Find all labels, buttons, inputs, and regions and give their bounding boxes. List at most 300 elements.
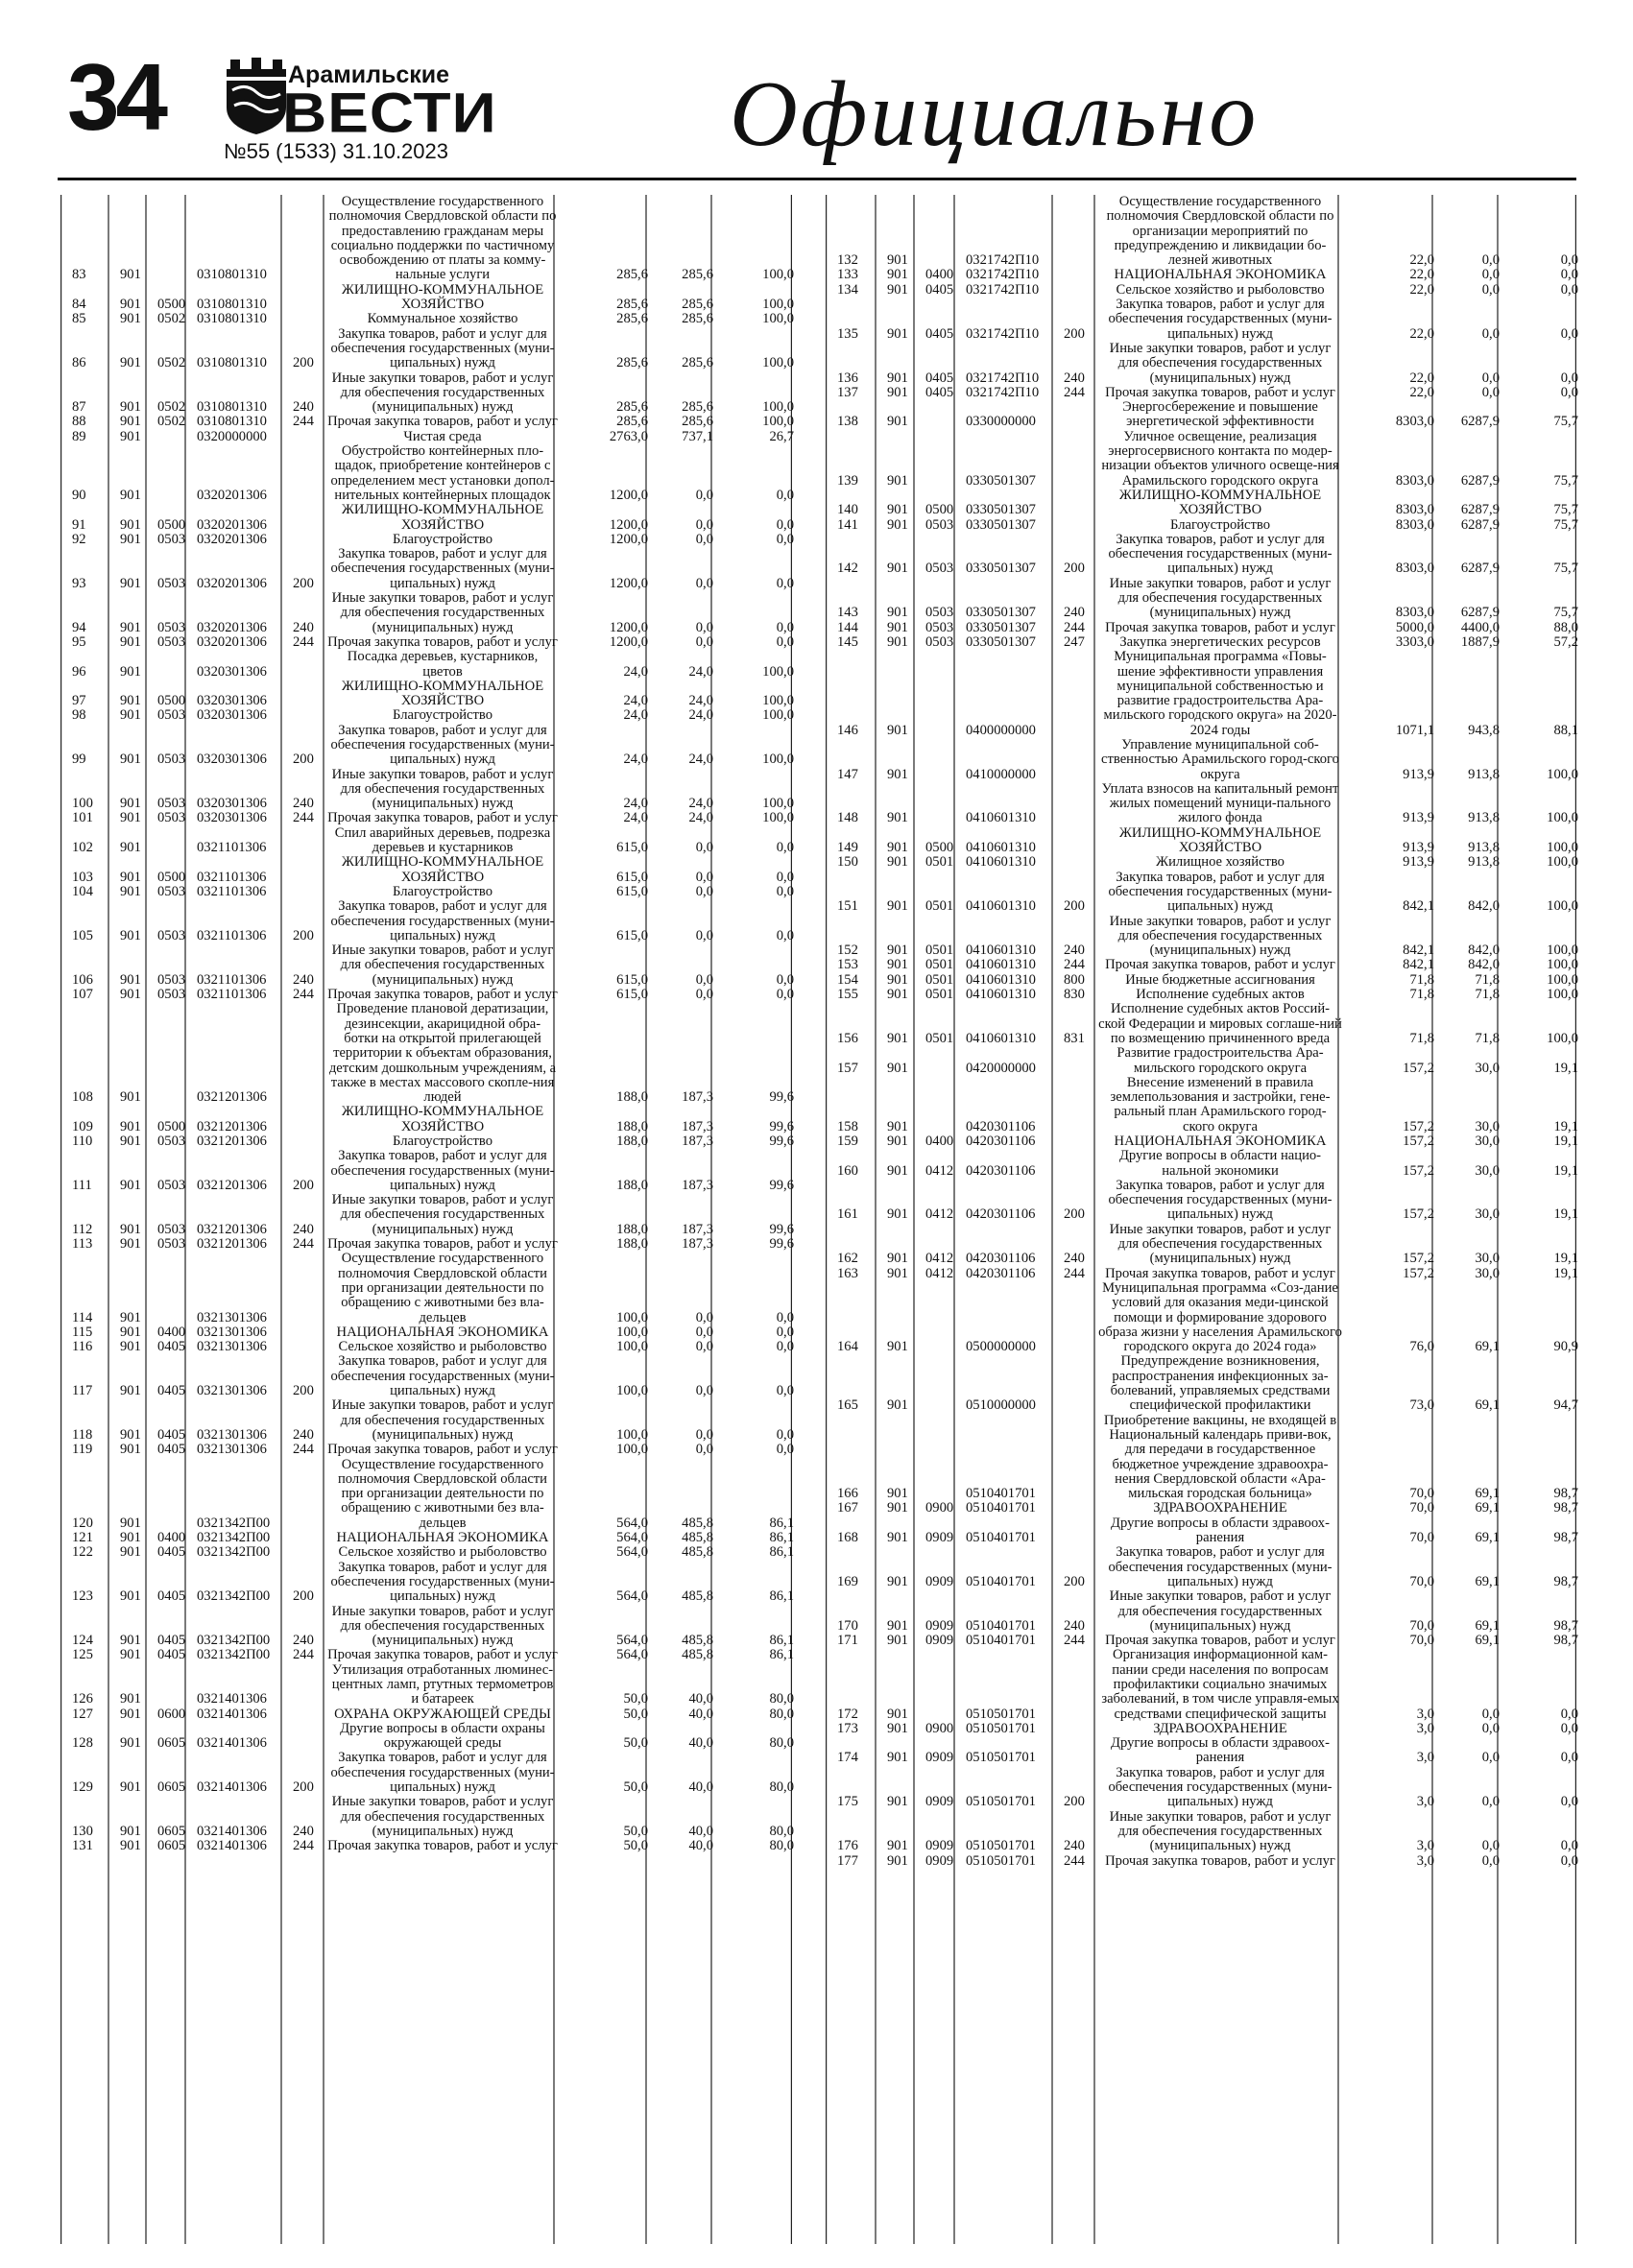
actual-amount: 69,1 [1475,1574,1500,1589]
row-description: НАЦИОНАЛЬНАЯ ЭКОНОМИКА [336,1324,549,1340]
row-description: ЖИЛИЩНО-КОММУНАЛЬНОЕ ХОЗЯЙСТВО [341,281,544,313]
target-code: 0310801310 [197,298,267,313]
planned-amount: 50,0 [623,1707,648,1722]
execution-percent: 100,0 [1547,958,1578,973]
actual-amount: 0,0 [1481,1707,1500,1722]
row-description: Развитие градостроительства Ара-мильского городского округа [1117,1045,1324,1076]
row-description: Закупка товаров, работ и услуг для обеспечения государственных (муни-ципальных) нужд [330,1148,555,1193]
actual-amount: 0,0 [1481,282,1500,298]
planned-amount: 71,8 [1409,988,1434,1003]
execution-percent: 19,1 [1553,1252,1578,1267]
execution-percent: 0,0 [776,870,794,885]
section-code: 0503 [157,972,185,988]
admin-code: 901 [887,473,908,489]
target-code: 0321201306 [197,1119,267,1134]
section-code: 0501 [925,972,954,988]
row-number: 115 [72,1325,93,1340]
section-code: 0503 [157,634,185,650]
table-row [60,444,792,503]
row-number: 161 [837,1207,858,1223]
planned-amount: 71,8 [1409,972,1434,988]
expense-type-code: 240 [1064,943,1085,959]
actual-amount: 6287,9 [1460,473,1500,489]
row-number: 84 [72,298,86,313]
admin-code: 901 [120,517,141,533]
actual-amount: 24,0 [688,694,713,709]
row-description: Сельское хозяйство и рыболовство [338,1339,547,1355]
admin-code: 901 [120,811,141,826]
section-title: Официально [730,62,1260,166]
target-code: 0321101306 [197,928,267,943]
actual-amount: 30,0 [1475,1061,1500,1076]
row-number: 112 [72,1222,93,1237]
row-number: 114 [72,1310,93,1325]
execution-percent: 57,2 [1553,634,1578,650]
row-description: ЖИЛИЩНО-КОММУНАЛЬНОЕ ХОЗЯЙСТВО [1118,487,1322,518]
target-code: 0320000000 [197,429,267,444]
section-code: 0502 [157,356,185,371]
section-code: 0503 [157,576,185,591]
execution-percent: 80,0 [769,1824,794,1839]
section-code: 0605 [157,1839,185,1854]
row-description: Закупка товаров, работ и услуг для обеспечения государственных (муни-ципальных) нужд [330,1353,555,1399]
admin-code: 901 [120,1839,141,1854]
section-code: 0405 [157,1545,185,1561]
page-header [0,0,1633,188]
expense-type-code: 200 [293,752,314,768]
table-row [826,1516,1576,1546]
row-description: Предупреждение возникновения, распространения инфекционных за-болеваний, управляемых средствами специфической профилактики [1110,1353,1331,1414]
actual-amount: 0,0 [695,1443,713,1458]
row-number: 100 [72,797,93,812]
row-number: 160 [837,1163,858,1179]
admin-code: 901 [120,841,141,856]
admin-code: 901 [887,326,908,342]
planned-amount: 615,0 [616,972,648,988]
budget-table-left [60,195,792,2244]
planned-amount: 564,0 [616,1589,648,1605]
row-description: Жилищное хозяйство [1156,854,1285,871]
table-row [826,1722,1576,1736]
row-number: 137 [837,385,858,400]
admin-code: 901 [887,1795,908,1810]
execution-percent: 100,0 [762,752,794,768]
section-code: 0500 [157,870,185,885]
expense-type-code: 200 [293,1780,314,1796]
row-description: Закупка товаров, работ и услуг для обеспечения государственных (муни-ципальных) нужд [330,546,555,591]
execution-percent: 0,0 [776,928,794,943]
row-number: 171 [837,1634,858,1649]
target-code: 0420301106 [966,1207,1036,1223]
expense-type-code: 240 [1064,606,1085,621]
target-code: 0321342П00 [197,1545,271,1561]
execution-percent: 0,0 [776,988,794,1003]
expense-type-code: 200 [293,1589,314,1605]
actual-amount: 0,0 [695,928,713,943]
section-code: 0503 [157,1222,185,1237]
execution-percent: 19,1 [1553,1163,1578,1179]
row-number: 176 [837,1839,858,1854]
table-row [60,1707,792,1722]
planned-amount: 1200,0 [609,517,648,533]
expense-type-code: 240 [293,1427,314,1443]
target-code: 0321301306 [197,1310,267,1325]
row-number: 129 [72,1780,93,1796]
target-code: 0510401701 [966,1487,1036,1502]
table-row [826,518,1576,533]
budget-table-right [826,195,1576,2244]
target-code: 0320201306 [197,576,267,591]
section-code: 0503 [925,620,954,635]
row-number: 167 [837,1501,858,1516]
actual-amount: 0,0 [1481,326,1500,342]
table-row [60,415,792,429]
row-description: Закупка товаров, работ и услуг для обеспечения государственных (муни-ципальных) нужд [330,325,555,371]
expense-type-code: 244 [1064,620,1085,635]
admin-code: 901 [887,1266,908,1281]
row-description: ЗДРАВООХРАНЕНИЕ [1153,1720,1287,1736]
target-code: 0410601310 [966,988,1036,1003]
target-code: 0321401306 [197,1736,267,1752]
table-row [826,489,1576,518]
admin-code: 901 [887,415,908,430]
section-code: 0909 [925,1795,954,1810]
actual-amount: 30,0 [1475,1119,1500,1134]
row-number: 164 [837,1340,858,1355]
planned-amount: 1200,0 [609,532,648,547]
actual-amount: 69,1 [1475,1398,1500,1414]
planned-amount: 22,0 [1409,370,1434,386]
target-code: 0320301306 [197,708,267,724]
planned-amount: 3,0 [1416,1721,1434,1736]
target-code: 0320201306 [197,532,267,547]
row-number: 151 [837,899,858,915]
row-number: 134 [837,282,858,298]
row-description: Иные закупки товаров, работ и услуг для обеспечения государственных (муниципальных) нужд [331,766,554,812]
table-row [826,1854,1576,1869]
execution-percent: 0,0 [776,576,794,591]
admin-code: 901 [120,1178,141,1193]
actual-amount: 0,0 [695,870,713,885]
admin-code: 901 [887,634,908,650]
execution-percent: 0,0 [1560,1839,1578,1854]
execution-percent: 99,6 [769,1090,794,1106]
actual-amount: 69,1 [1475,1618,1500,1634]
table-row [60,503,792,533]
execution-percent: 98,7 [1553,1574,1578,1589]
actual-amount: 842,0 [1468,943,1500,959]
table-row [60,1839,792,1853]
table-row [826,1149,1576,1179]
target-code: 0320201306 [197,488,267,503]
table-row [826,958,1576,972]
target-code: 0320201306 [197,517,267,533]
row-number: 111 [72,1178,92,1193]
admin-code: 901 [120,884,141,899]
table-row [60,371,792,416]
execution-percent: 94,7 [1553,1398,1578,1414]
issue-info: №55 (1533) 31.10.2023 [224,139,448,163]
row-description: Другие вопросы в области охраны окружающей среды [340,1720,545,1752]
expense-type-code: 240 [293,1222,314,1237]
row-number: 104 [72,884,93,899]
row-number: 125 [72,1648,93,1663]
row-description: Закупка энергетических ресурсов [1119,633,1321,650]
row-description: ЖИЛИЩНО-КОММУНАЛЬНОЕ ХОЗЯЙСТВО [341,502,544,533]
row-description: Благоустройство [393,883,492,899]
planned-amount: 157,2 [1403,1163,1434,1179]
planned-amount: 615,0 [616,884,648,899]
execution-percent: 100,0 [762,664,794,680]
actual-amount: 40,0 [688,1839,713,1854]
execution-percent: 100,0 [1547,943,1578,959]
execution-percent: 75,7 [1553,517,1578,533]
expense-type-code: 200 [1064,1207,1085,1223]
row-number: 99 [72,752,86,768]
row-description: Прочая закупка товаров, работ и услуг [1105,384,1335,400]
row-number: 162 [837,1252,858,1267]
execution-percent: 100,0 [762,298,794,313]
target-code: 0510401701 [966,1634,1036,1649]
actual-amount: 913,8 [1468,811,1500,826]
table-row [60,1751,792,1795]
row-description: Проведение плановой дератизации, дезинсекции, акарицидной обра-ботки на открытой прилегающей территории к объектам образования, детским дошкольным учреждениям, а также в местах массового скопле-ния людей [328,1001,557,1106]
row-description: Благоустройство [1170,516,1270,533]
admin-code: 901 [120,1780,141,1796]
table-row [60,708,792,723]
row-description: Другие вопросы в области здравоох-ранения [1111,1735,1330,1766]
table-row [826,533,1576,577]
target-code: 0410601310 [966,855,1036,871]
target-code: 0400000000 [966,723,1036,738]
admin-code: 901 [887,1501,908,1516]
admin-code: 901 [120,1545,141,1561]
execution-percent: 100,0 [1547,972,1578,988]
planned-amount: 22,0 [1409,385,1434,400]
row-description: Закупка товаров, работ и услуг для обеспечения государственных (муни-ципальных) нужд [330,722,555,768]
expense-type-code: 831 [1064,1031,1085,1046]
planned-amount: 100,0 [616,1427,648,1443]
execution-percent: 0,0 [1560,326,1578,342]
admin-code: 901 [120,634,141,650]
section-code: 0500 [925,841,954,856]
actual-amount: 40,0 [688,1692,713,1707]
section-code: 0605 [157,1736,185,1752]
section-code: 0500 [157,517,185,533]
table-row [826,738,1576,782]
actual-amount: 842,0 [1468,899,1500,915]
expense-type-code: 830 [1064,988,1085,1003]
expense-type-code: 240 [293,972,314,988]
actual-amount: 0,0 [1481,268,1500,283]
row-description: Другие вопросы в области здравоох-ранения [1111,1515,1330,1546]
execution-percent: 100,0 [1547,841,1578,856]
table-row [60,826,792,856]
admin-code: 901 [120,488,141,503]
planned-amount: 157,2 [1403,1266,1434,1281]
expense-type-code: 244 [293,1839,314,1854]
admin-code: 901 [120,870,141,885]
planned-amount: 564,0 [616,1648,648,1663]
planned-amount: 615,0 [616,928,648,943]
row-number: 95 [72,634,86,650]
table-row [826,621,1576,635]
admin-code: 901 [887,517,908,533]
planned-amount: 24,0 [623,797,648,812]
target-code: 0321742П10 [966,268,1040,283]
admin-code: 901 [120,312,141,327]
admin-code: 901 [120,1648,141,1663]
section-code: 0503 [157,988,185,1003]
section-code: 0412 [925,1252,954,1267]
admin-code: 901 [887,1574,908,1589]
execution-percent: 0,0 [1560,370,1578,386]
row-description: Прочая закупка товаров, работ и услуг [327,1838,558,1854]
execution-percent: 0,0 [776,1443,794,1458]
row-description: Прочая закупка товаров, работ и услуг [1105,1852,1335,1869]
execution-percent: 0,0 [1560,253,1578,269]
actual-amount: 24,0 [688,811,713,826]
section-code: 0909 [925,1751,954,1766]
admin-code: 901 [887,1061,908,1076]
actual-amount: 485,8 [682,1648,713,1663]
section-code: 0503 [157,752,185,768]
admin-code: 901 [887,841,908,856]
table-row [826,1766,1576,1810]
actual-amount: 485,8 [682,1589,713,1605]
section-code: 0501 [925,899,954,915]
row-number: 172 [837,1707,858,1722]
actual-amount: 285,6 [682,298,713,313]
section-code: 0503 [157,532,185,547]
brand-name-big: ВЕСТИ [282,81,497,145]
planned-amount: 157,2 [1403,1119,1434,1134]
section-code: 0909 [925,1531,954,1546]
target-code: 0321342П00 [197,1634,271,1649]
row-number: 127 [72,1707,93,1722]
row-description: ЖИЛИЩНО-КОММУНАЛЬНОЕ ХОЗЯЙСТВО [341,1104,544,1134]
target-code: 0321742П10 [966,385,1040,400]
target-code: 0321201306 [197,1134,267,1149]
row-description: Иные закупки товаров, работ и услуг для обеспечения государственных (муниципальных) нужд [331,1603,554,1649]
row-number: 91 [72,517,86,533]
expense-type-code: 240 [1064,1839,1085,1854]
actual-amount: 71,8 [1475,972,1500,988]
actual-amount: 485,8 [682,1634,713,1649]
admin-code: 901 [120,752,141,768]
actual-amount: 40,0 [688,1736,713,1752]
row-description: Спил аварийных деревьев, подрезка деревьев и кустарников [334,824,551,856]
row-number: 96 [72,664,86,680]
execution-percent: 0,0 [776,1340,794,1355]
execution-percent: 86,1 [769,1516,794,1531]
section-code: 0405 [157,1384,185,1399]
admin-code: 901 [887,282,908,298]
table-row [60,1134,792,1149]
table-row [60,1605,792,1649]
row-description: Иные закупки товаров, работ и услуг для обеспечения государственных (муниципальных) нужд [1109,575,1332,621]
actual-amount: 24,0 [688,797,713,812]
target-code: 0310801310 [197,268,267,283]
row-number: 153 [837,958,858,973]
target-code: 0321342П00 [197,1531,271,1546]
section-code: 0400 [157,1325,185,1340]
planned-amount: 842,1 [1403,943,1434,959]
actual-amount: 0,0 [1481,1721,1500,1736]
planned-amount: 157,2 [1403,1207,1434,1223]
table-row [60,1193,792,1237]
table-row [826,915,1576,959]
section-code: 0412 [925,1207,954,1223]
actual-amount: 913,8 [1468,767,1500,782]
admin-code: 901 [887,606,908,621]
row-description: Другие вопросы в области нацио-нальной экономики [1118,1148,1322,1179]
row-description: НАЦИОНАЛЬНАЯ ЭКОНОМИКА [1114,1134,1327,1149]
target-code: 0510401701 [966,1574,1036,1589]
table-row [60,327,792,371]
row-description: Иные закупки товаров, работ и услуг для обеспечения государственных (муниципальных) нужд [331,1794,554,1839]
execution-percent: 98,7 [1553,1618,1578,1634]
admin-code: 901 [120,576,141,591]
target-code: 0420301106 [966,1119,1036,1134]
row-description: Иные закупки товаров, работ и услуг для обеспечения государственных (муниципальных) нужд [1109,1588,1332,1634]
actual-amount: 0,0 [695,841,713,856]
planned-amount: 24,0 [623,664,648,680]
expense-type-code: 200 [293,928,314,943]
table-row [60,811,792,825]
row-description: ОХРАНА ОКРУЖАЮЩЕЙ СРЕДЫ [334,1706,551,1722]
section-code: 0605 [157,1824,185,1839]
planned-amount: 70,0 [1409,1501,1434,1516]
target-code: 0330501307 [966,561,1036,577]
target-code: 0510501701 [966,1751,1036,1766]
section-code: 0503 [925,517,954,533]
planned-amount: 188,0 [616,1237,648,1253]
actual-amount: 30,0 [1475,1134,1500,1149]
row-number: 149 [837,841,858,856]
row-description: НАЦИОНАЛЬНАЯ ЭКОНОМИКА [336,1530,549,1546]
execution-percent: 100,0 [1547,767,1578,782]
table-row [826,1354,1576,1413]
row-number: 86 [72,356,86,371]
admin-code: 901 [887,767,908,782]
table-row [826,635,1576,650]
execution-percent: 86,1 [769,1545,794,1561]
planned-amount: 73,0 [1409,1398,1434,1414]
execution-percent: 0,0 [776,1384,794,1399]
expense-type-code: 200 [1064,899,1085,915]
table-row [60,1663,792,1707]
planned-amount: 1200,0 [609,576,648,591]
planned-amount: 3303,0 [1395,634,1434,650]
expense-type-code: 244 [1064,1634,1085,1649]
planned-amount: 3,0 [1416,1707,1434,1722]
target-code: 0321101306 [197,988,267,1003]
table-row [826,973,1576,988]
row-description: Благоустройство [393,531,492,547]
actual-amount: 0,0 [695,620,713,635]
table-row [826,268,1576,282]
row-description: Закупка товаров, работ и услуг для обеспечения государственных (муни-ципальных) нужд [1108,869,1333,915]
admin-code: 901 [887,1398,908,1414]
planned-amount: 285,6 [616,400,648,416]
row-number: 146 [837,723,858,738]
actual-amount: 0,0 [695,972,713,988]
execution-percent: 0,0 [1560,268,1578,283]
planned-amount: 70,0 [1409,1618,1434,1634]
execution-percent: 86,1 [769,1531,794,1546]
execution-percent: 99,6 [769,1237,794,1253]
